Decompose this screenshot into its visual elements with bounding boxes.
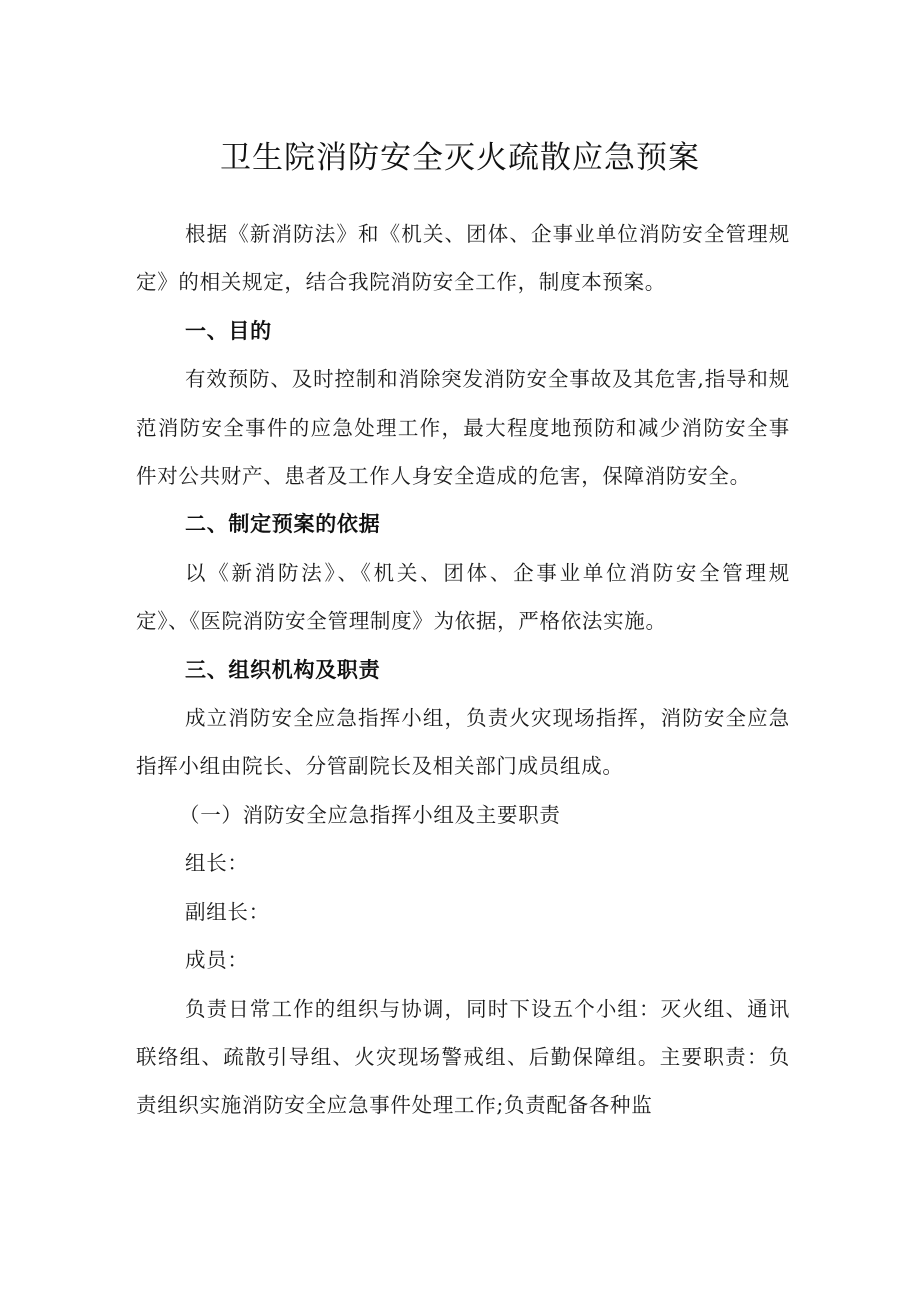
members-line: 成员：: [185, 948, 249, 973]
purpose-paragraph: 有效预防、及时控制和消除突发消防安全事故及其危害,指导和规范消防安全事件的应急处理工作，最大程度地预防和减少消防安全事件对公共财产、患者及工作人身安全造成的危害，保障消防安全。: [136, 367, 790, 489]
organization-paragraph: 成立消防安全应急指挥小组，负责火灾现场指挥，消防安全应急指挥小组由院长、分管副院长及相关部门成员组成。: [136, 706, 790, 779]
leader-line: 组长：: [185, 851, 249, 876]
section-heading-purpose: 一、目的: [185, 318, 272, 343]
intro-paragraph: 根据《新消防法》和《机关、团体、企事业单位消防安全管理规定》的相关规定，结合我院消防安全工作，制度本预案。: [136, 222, 790, 295]
section-heading-basis: 二、制定预案的依据: [185, 512, 381, 537]
section-heading-organization: 三、组织机构及职责: [185, 657, 381, 682]
document-body: [136, 210, 790, 1130]
basis-paragraph: 以《新消防法》、《机关、团体、企事业单位消防安全管理规定》、《医院消防安全管理制度》为依据，严格依法实施。: [136, 560, 790, 634]
subsection-heading-command-group: （一）消防安全应急指挥小组及主要职责: [179, 802, 561, 827]
duties-paragraph: 负责日常工作的组织与协调，同时下设五个小组：灭火组、通讯联络组、疏散引导组、火灾现场警戒组、后勤保障组。主要职责：负责组织实施消防安全应急事件处理工作;负责配备各种监: [136, 996, 790, 1118]
document-title: 卫生院消防安全灭火疏散应急预案: [220, 140, 700, 176]
deputy-leader-line: 副组长：: [185, 899, 270, 924]
